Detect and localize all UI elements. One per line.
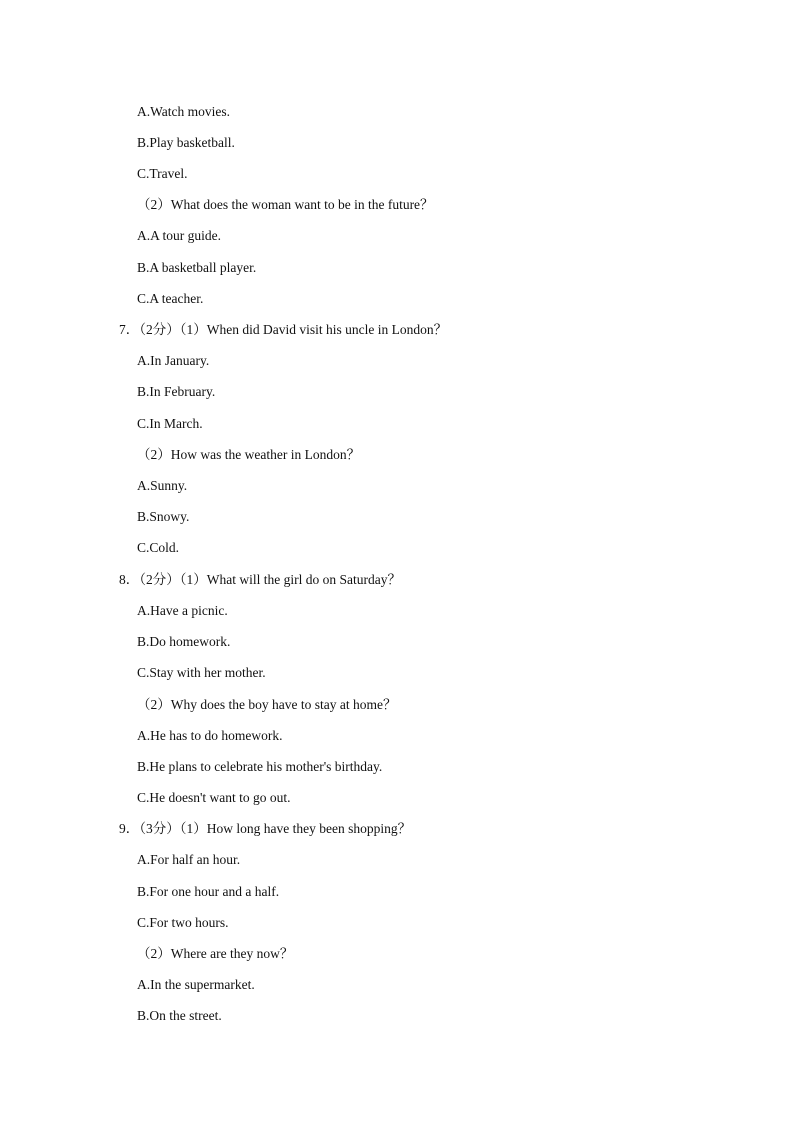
sub-question: （2）What does the woman want to be in the future？ [137,197,434,212]
answer-option: B.A basketball player. [137,260,257,275]
answer-option: A.For half an hour. [137,852,241,867]
answer-option: B.He plans to celebrate his mother's birthday. [137,759,383,774]
answer-option: C.Stay with her mother. [137,665,266,680]
sub-question: （2）How was the weather in London？ [137,447,361,462]
answer-option: B.In February. [137,384,216,399]
answer-option: C.Cold. [137,540,180,555]
sub-question: （2）Why does the boy have to stay at home？ [137,697,397,712]
answer-option: A.In the supermarket. [137,977,255,992]
answer-option: C.In March. [137,416,203,431]
answer-option: A.He has to do homework. [137,728,283,743]
answer-option: C.Travel. [137,166,188,181]
question-heading: 8．（2分）（1）What will the girl do on Saturday？ [119,572,401,587]
answer-option: B.Do homework. [137,634,231,649]
question-heading: 7．（2分）（1）When did David visit his uncle in London？ [119,322,448,337]
answer-option: A.Have a picnic. [137,603,228,618]
answer-option: B.Snowy. [137,509,190,524]
answer-option: A.In January. [137,353,210,368]
answer-option: B.On the street. [137,1008,222,1023]
answer-option: B.Play basketball. [137,135,235,150]
answer-option: C.For two hours. [137,915,229,930]
sub-question: （2）Where are they now？ [137,946,294,961]
answer-option: C.A teacher. [137,291,204,306]
question-heading: 9．（3分）（1）How long have they been shopping？ [119,821,412,836]
answer-option: A.Sunny. [137,478,188,493]
answer-option: B.For one hour and a half. [137,884,280,899]
answer-option: A.A tour guide. [137,228,221,243]
answer-option: A.Watch movies. [137,104,231,119]
answer-option: C.He doesn't want to go out. [137,790,291,805]
